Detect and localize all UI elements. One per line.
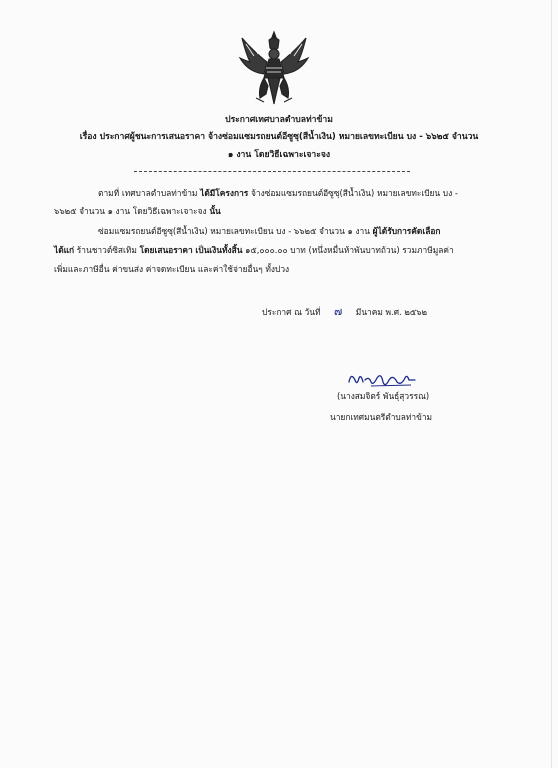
- p2-text: ซ่อมแซมรถยนต์อีซูซุ(สีน้ำเงิน) หมายเลขทะเบียน บง - ๖๖๒๕ จำนวน ๑ งาน: [98, 226, 370, 236]
- date-prefix: ประกาศ ณ วันที่: [262, 307, 321, 317]
- subject-rest: จ้างซ่อมแซมรถยนต์อีซูซุ(สีน้ำเงิน) หมายเลขทะเบียน บง - ๖๖๒๕ จำนวน: [208, 132, 479, 142]
- p1-bold: ได้มีโครงการ: [200, 188, 249, 198]
- announcement-title: ประกาศเทศบาลตำบลท่าข้าม: [225, 115, 333, 125]
- p1-lead: ตามที่ เทศบาลตำบลท่าข้าม: [98, 188, 198, 198]
- paragraph-1-line-2: [54, 207, 221, 215]
- subject-line: [0, 129, 558, 143]
- signer-position: นายกเทศมนตรีตำบลท่าข้าม: [330, 412, 433, 422]
- handwritten-signature: [341, 368, 421, 390]
- subject-bold: ประกาศผู้ชนะการเสนอราคา: [99, 132, 206, 142]
- date-day: ๗: [333, 305, 343, 318]
- p2-offer-label: โดยเสนอราคา: [139, 245, 193, 255]
- paragraph-2-line-2: [54, 246, 454, 254]
- date-rest: มีนาคม พ.ศ. ๒๕๖๒: [355, 307, 428, 317]
- p2-amount: ๑๕,๐๐๐.๐๐ บาท (หนึ่งหมื่นห้าพันบาทถ้วน) รวมภาษีมูลค่า: [245, 245, 454, 255]
- p2-bold: ผู้ได้รับการคัดเลือก: [372, 226, 441, 236]
- p1-end: นั้น: [209, 206, 221, 216]
- p2-winner-name: ร้านชาวต์ซิสเทิม: [76, 245, 137, 255]
- subject-label: เรื่อง: [79, 132, 97, 142]
- p1-line2: ๖๖๒๕ จำนวน ๑ งาน โดยวิธีเฉพาะเจาะจง: [54, 206, 207, 216]
- paragraph-1-line-1: [98, 189, 458, 197]
- p2-winner-label: ได้แก่: [54, 245, 75, 255]
- subject-line-2: ๑ งาน โดยวิธีเฉพาะเจาะจง: [227, 150, 331, 160]
- paragraph-2-line-3: เพิ่มและภาษีอื่น ค่าขนส่ง ค่าจดทะเบียน และค่าใช้จ่ายอื่นๆ ทั้งปวง: [54, 264, 290, 274]
- signer-name: (นางสมจิตร์ พันธุ์สุวรรณ): [337, 391, 430, 401]
- paragraph-2-line-1: [98, 227, 440, 235]
- date-line: [262, 306, 427, 317]
- separator-rule: [134, 171, 410, 172]
- p1-rest: จ้างซ่อมแซมรถยนต์อีซูซุ(สีน้ำเงิน) หมายเลขทะเบียน บง -: [250, 188, 458, 198]
- p2-total-label: เป็นเงินทั้งสิ้น: [195, 245, 243, 255]
- garuda-emblem: [236, 28, 312, 108]
